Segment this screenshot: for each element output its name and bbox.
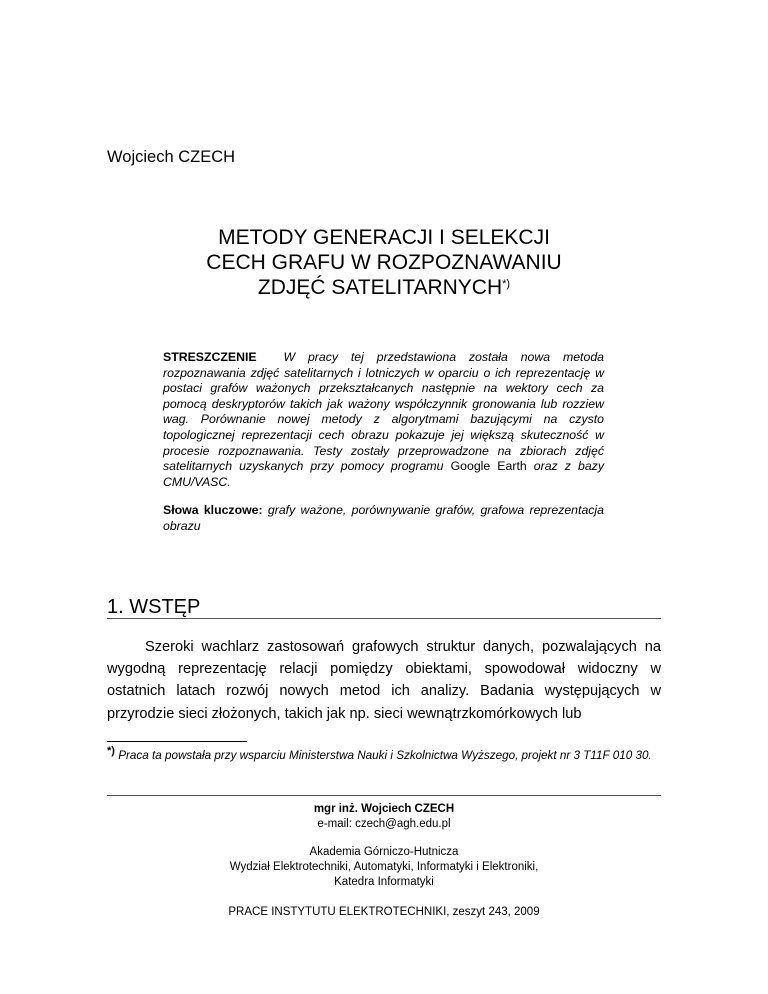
abstract-program: Google Earth <box>450 459 527 474</box>
footnote <box>107 744 661 763</box>
abstract-text-end: oraz z bazy CMU/VASC. <box>163 459 604 489</box>
keywords-text: grafy ważone, porównywanie grafów, grafowa reprezentacja obrazu <box>163 503 604 533</box>
footnote-mark: *) <box>107 745 115 757</box>
author-name: Wojciech CZECH <box>107 148 236 166</box>
footer-affiliation-3: Katedra Informatyki <box>334 876 434 888</box>
footer-divider <box>107 795 661 796</box>
body-paragraph <box>107 636 661 725</box>
title-footnote-mark: *) <box>502 278 511 290</box>
paper-title <box>0 225 768 300</box>
keywords <box>163 503 604 534</box>
footer-email: e-mail: czech@agh.edu.pl <box>317 818 451 830</box>
section-heading: 1. WSTĘP <box>107 596 201 618</box>
footer-journal: PRACE INSTYTUTU ELEKTROTECHNIKI, zeszyt 243, 2009 <box>228 906 540 918</box>
keywords-label: Słowa kluczowe: <box>163 503 263 517</box>
footnote-divider <box>107 741 247 742</box>
body-paragraph-text: Szeroki wachlarz zastosowań grafowych struktur danych, pozwalających na wygodną reprezentację relacji pomiędzy obiektami, spowodował widoczny w ostatnich latach rozwój nowych metod ich analizy. Badania występujących w przyrodzie sieci złożonych, takich jak np. sieci wewnątrzkomórkowych lub <box>107 639 661 722</box>
abstract-text: W pracy tej przedstawiona została nowa metoda rozpoznawania zdjęć satelitarnych i lotniczych w oparciu o ich reprezentację w postaci grafów ważonych przekształcanych następnie na wektory cech za pomocą deskryptorów takich jak ważony współczynnik gronowania lub rozziew wag. Porównanie nowej metody z algorytmami bazującymi na czysto topologicznej reprezentacji cech obrazu pokazuje jej większą skuteczność w procesie rozpoznawania. Testy zostały przeprowadzone na zbiorach zdjęć satelitarnych uzyskanych przy pomocy programu <box>163 350 604 474</box>
footer <box>0 802 768 920</box>
abstract-label: STRESZCZENIE <box>163 350 257 364</box>
title-line-3 <box>0 275 768 300</box>
title-line-2: CECH GRAFU W ROZPOZNAWANIU <box>206 251 562 274</box>
title-line-1: METODY GENERACJI I SELEKCJI <box>218 226 550 249</box>
abstract <box>163 350 604 490</box>
footer-affiliation-2: Wydział Elektrotechniki, Automatyki, Informatyki i Elektroniki, <box>229 861 539 873</box>
footer-author-name: mgr inż. Wojciech CZECH <box>313 803 455 815</box>
footer-affiliation-1: Akademia Górniczo-Hutnicza <box>309 846 459 858</box>
section-divider <box>107 618 661 619</box>
title-line-3-text: ZDJĘĆ SATELITARNYCH <box>257 276 503 299</box>
footnote-text: Praca ta powstała przy wsparciu Ministerstwa Nauki i Szkolnictwa Wyższego, projekt nr 3 T11F 010 30. <box>118 748 652 762</box>
